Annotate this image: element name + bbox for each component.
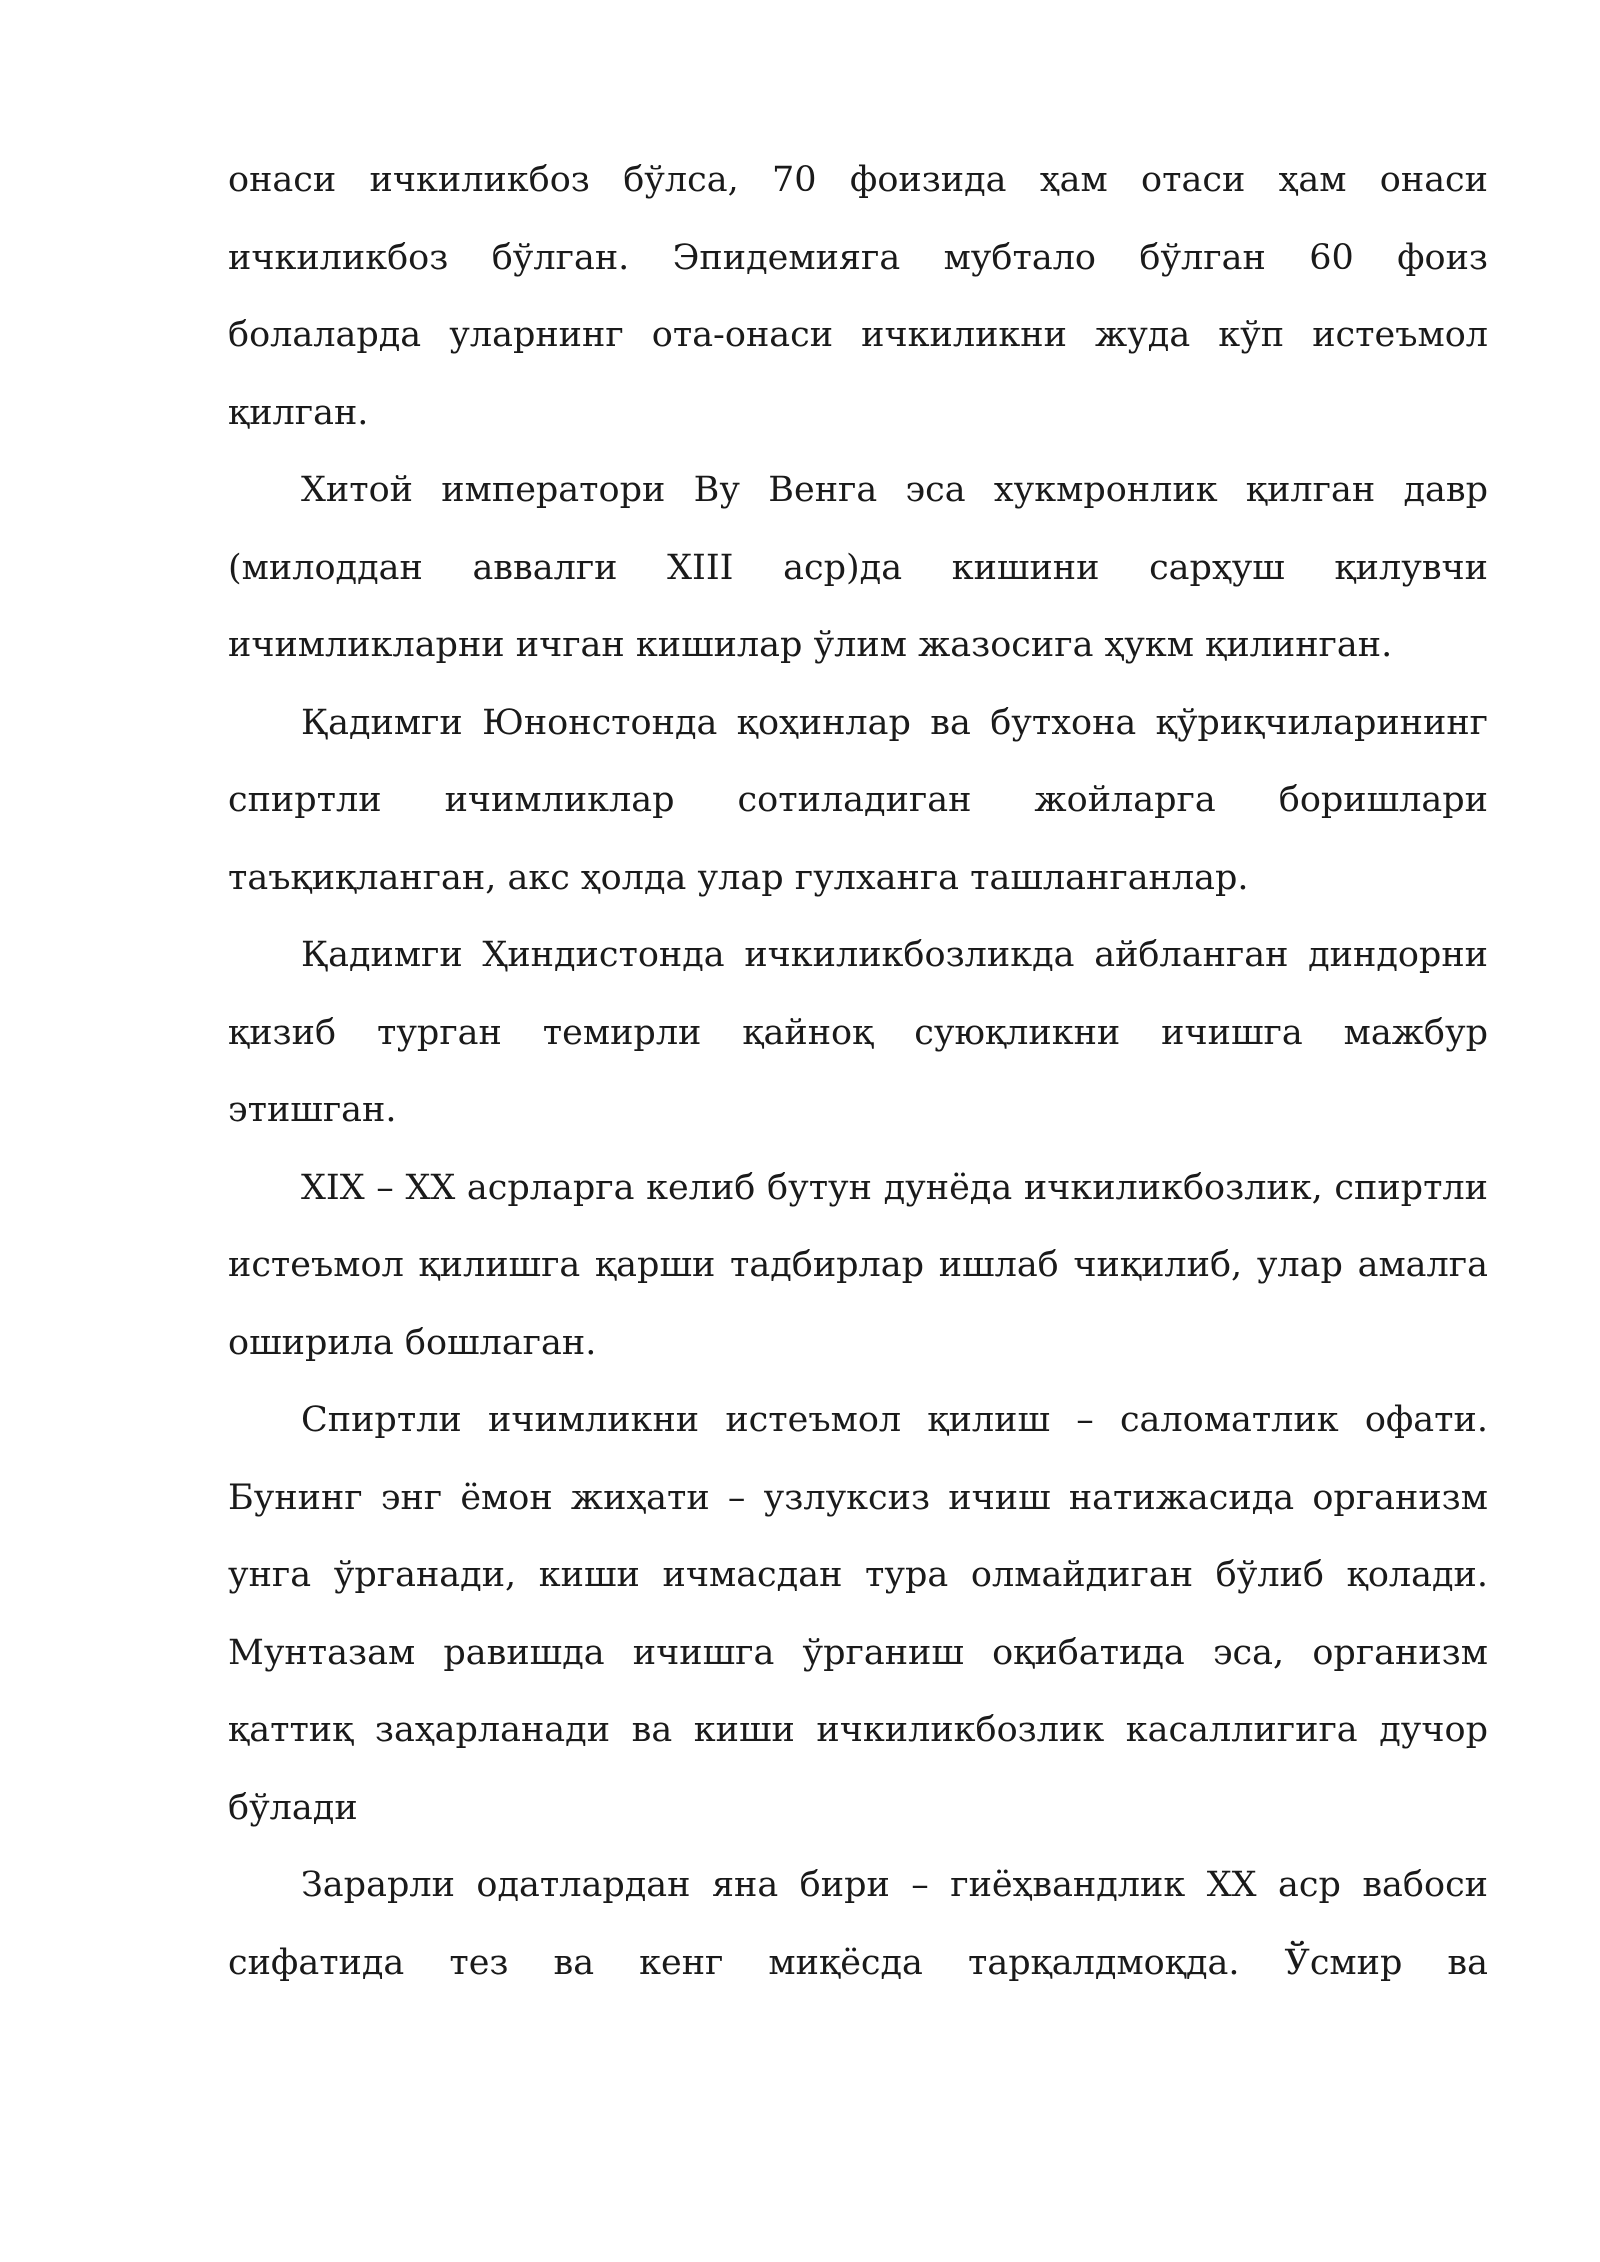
paragraph-7: Зарарли одатлардан яна бири – гиёҳвандлик XX аср вабоси сифатида тез ва кенг миқёсда тарқалдмоқда. Ўсмир ва — [228, 1865, 1488, 1983]
paragraph-3: Қадимги Юнонстонда қоҳинлар ва бутхона қўриқчиларининг спиртли ичимликлар сотиладиган жойларга боришлари таъқиқланган, акс ҳолда улар гулханга ташланганлар. — [228, 702, 1488, 898]
paragraph-6: Спиртли ичимликни истеъмол қилиш – саломатлик офати. Бунинг энг ёмон жиҳати – узлуксиз ичиш натижасида организм унга ўрганади, киши ичмасдан тура олмайдиган бўлиб қолади. Мунтазам равишда ичишга ўрганиш оқибатида эса, организм қаттиқ заҳарланади ва киши ичкиликбозлик касаллигига дучор бўлади — [228, 1400, 1488, 1828]
paragraph-4: Қадимги Ҳиндистонда ичкиликбозликда айбланган диндорни қизиб турган темирли қайноқ суюқликни ичишга мажбур этишган. — [228, 935, 1488, 1130]
paragraph-1: онаси ичкиликбоз бўлса, 70 фоизида ҳам отаси ҳам онаси ичкиликбоз бўлган. Эпидемияга мубтало бўлган 60 фоиз болаларда уларнинг ота-онаси ичкиликни жуда кўп истеъмол қилган. — [228, 160, 1488, 433]
paragraph-2: Хитой императори Ву Венга эса хукмронлик қилган давр (милоддан аввалги XIII аср)да кишини сарҳуш қилувчи ичимликларни ичган кишилар ўлим жазосига ҳукм қилинган. — [228, 470, 1488, 665]
document-body — [228, 142, 1488, 2002]
paragraph-5: XIX – XX асрларга келиб бутун дунёда ичкиликбозлик, спиртли истеъмол қилишга қарши тадбирлар ишлаб чиқилиб, улар амалга оширила бошлаган. — [228, 1167, 1488, 1363]
